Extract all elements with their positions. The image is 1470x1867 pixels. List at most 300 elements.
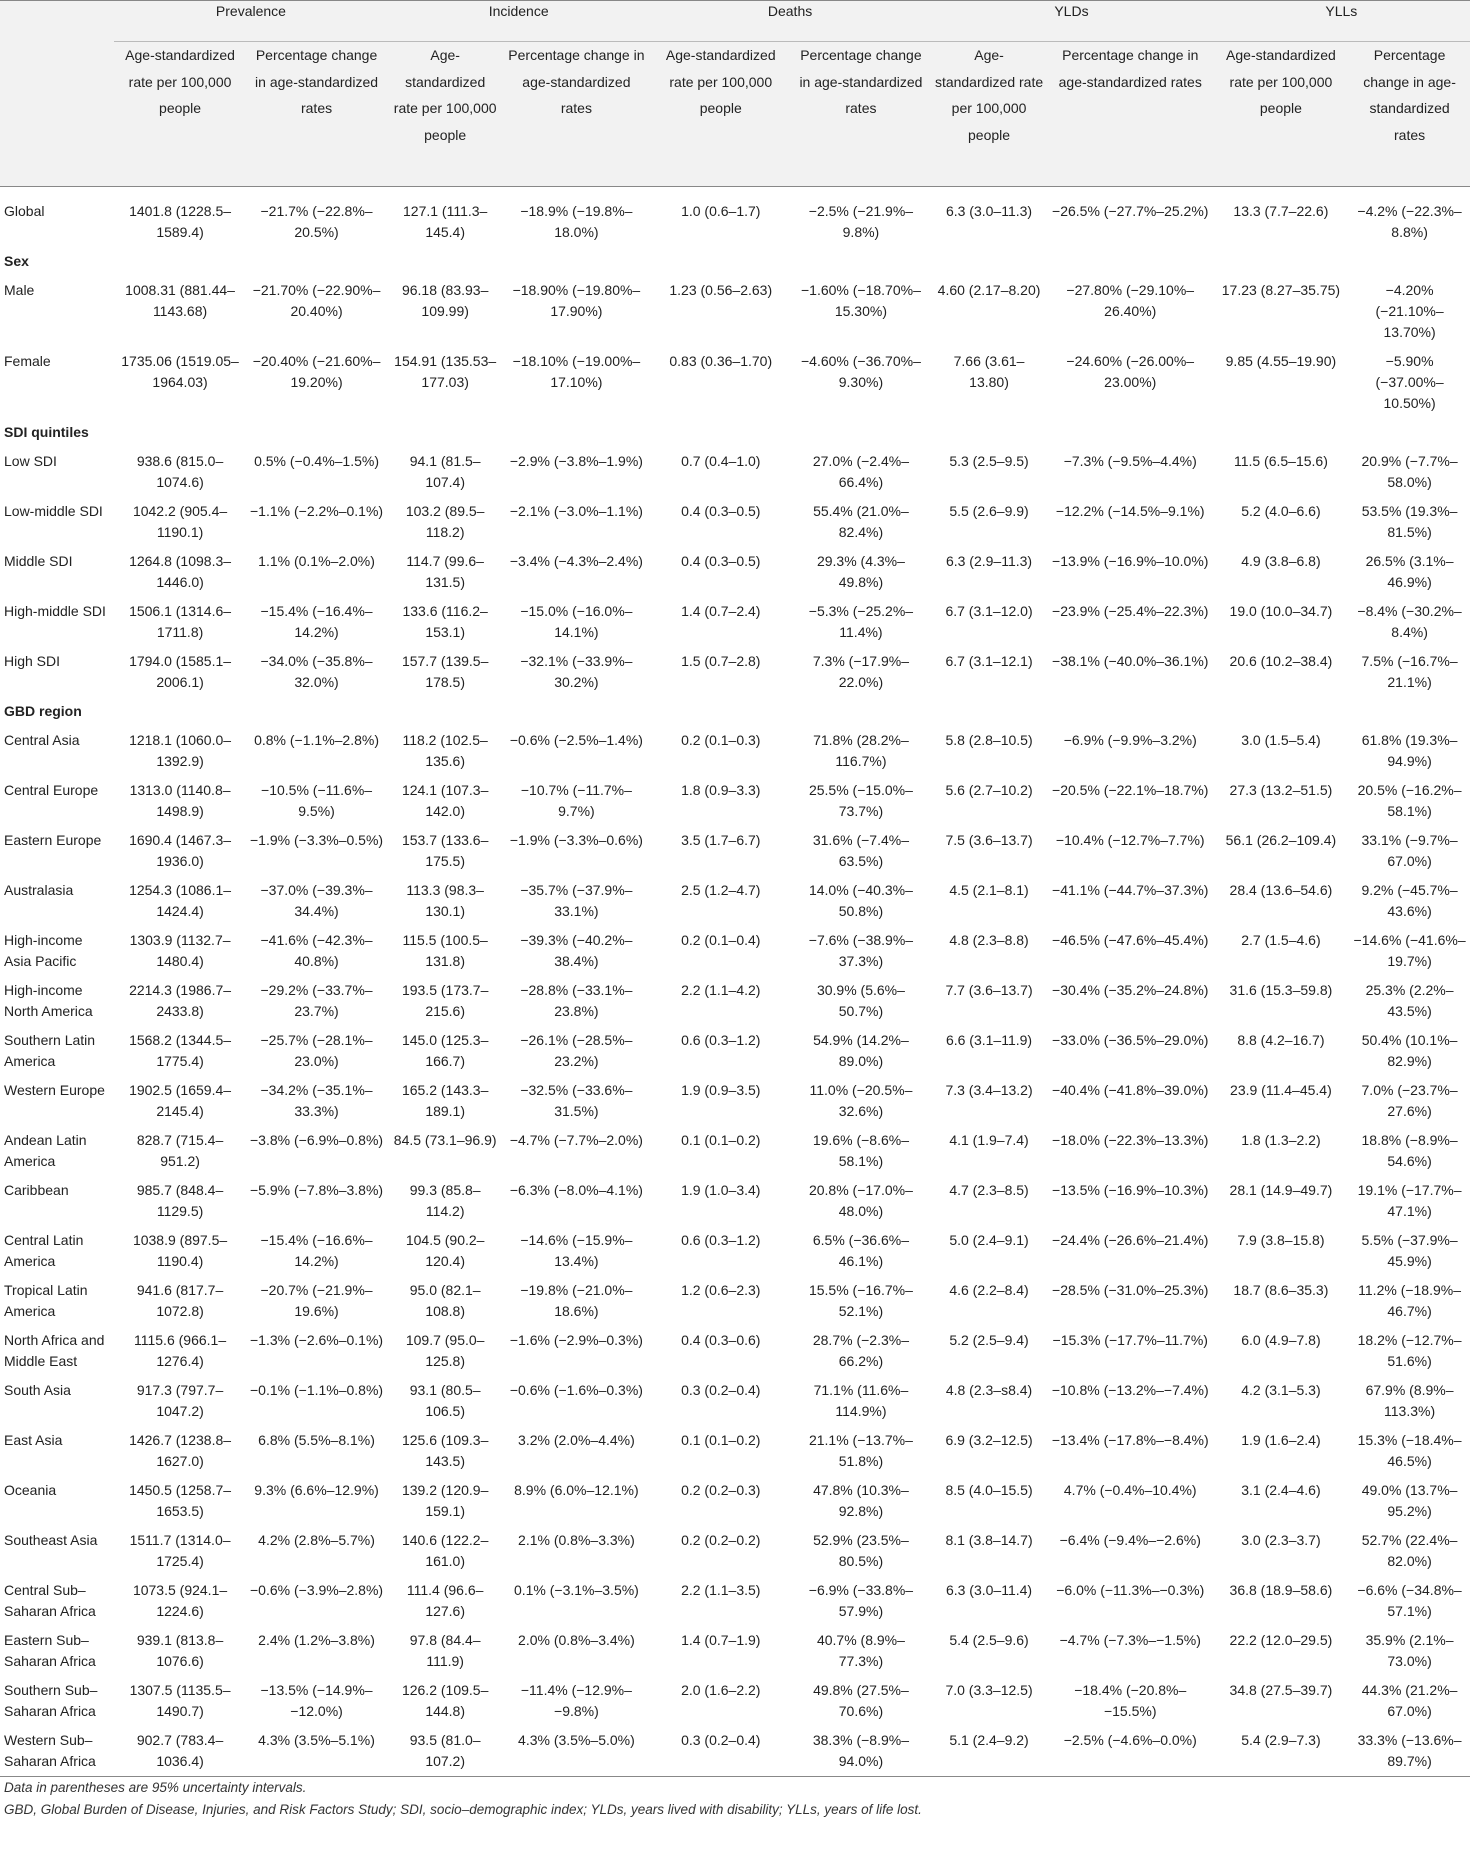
rate-cell: 139.2 (120.9–159.1) xyxy=(401,1482,489,1519)
row-label: Low-middle SDI xyxy=(4,503,103,519)
change-cell: −18.10% (−19.00%–17.10%) xyxy=(512,353,641,390)
change-cell: −5.9% (−7.8%–3.8%) xyxy=(250,1182,384,1198)
rate-cell: 939.1 (813.8–1076.6) xyxy=(136,1632,224,1669)
table-row xyxy=(0,1326,1470,1376)
rate-cell: 0.3 (0.2–0.4) xyxy=(681,1382,761,1398)
rate-cell: 133.6 (116.2–153.1) xyxy=(402,603,488,640)
rate-cell: 0.4 (0.3–0.5) xyxy=(681,553,761,569)
change-cell: −14.6% (−15.9%–13.4%) xyxy=(520,1232,633,1269)
change-cell: −6.3% (−8.0%–4.1%) xyxy=(509,1182,643,1198)
footnote-abbreviations: GBD, Global Burden of Disease, Injuries, and Risk Factors Study; SDI, socio–demographic index; YLDs, years lived with disability; YLLs, years of life lost. xyxy=(4,1802,922,1817)
change-cell: −20.5% (−22.1%–18.7%) xyxy=(1052,782,1209,798)
change-cell: 2.4% (1.2%–3.8%) xyxy=(258,1632,375,1648)
rate-cell: 140.6 (122.2–161.0) xyxy=(401,1532,489,1569)
table-row xyxy=(0,347,1470,418)
row-label: Eastern Europe xyxy=(4,832,102,848)
row-label: South Asia xyxy=(4,1382,71,1398)
change-cell: 11.0% (−20.5%–32.6%) xyxy=(809,1082,913,1119)
rate-cell: 0.3 (0.2–0.4) xyxy=(650,1726,792,1777)
change-cell: −10.4% (−12.7%–7.7%) xyxy=(1055,832,1205,848)
change-cell: −1.60% (−18.70%–15.30%) xyxy=(800,282,921,319)
rate-cell: 1.5 (0.7–2.8) xyxy=(681,653,761,669)
change-cell: 4.7% (−0.4%–10.4%) xyxy=(1063,1482,1197,1498)
rate-cell: 5.4 (2.9–7.3) xyxy=(1213,1726,1349,1777)
rate-cell: 1794.0 (1585.1–2006.1) xyxy=(129,653,232,690)
rate-cell: 0.83 (0.36–1.70) xyxy=(669,353,773,369)
rate-cell: 5.1 (2.4–9.2) xyxy=(930,1726,1048,1777)
rate-cell: 34.8 (27.5–39.7) xyxy=(1229,1682,1333,1698)
change-cell: 18.2% (−12.7%–51.6%) xyxy=(1357,1332,1462,1369)
rate-cell: 902.7 (783.4–1036.4) xyxy=(114,1726,245,1777)
change-cell: 19.6% (−8.6%–58.1%) xyxy=(812,1132,909,1169)
subheader-rate: Age-standardized rate per 100,000 people xyxy=(1213,42,1349,187)
change-cell: −14.6% (−41.6%–19.7%) xyxy=(1353,932,1466,969)
table-row xyxy=(0,726,1470,776)
rate-cell: 0.6 (0.3–1.2) xyxy=(681,1232,761,1248)
change-cell: 49.8% (27.5%–70.6%) xyxy=(813,1682,909,1719)
rate-cell: 1042.2 (905.4–1190.1) xyxy=(132,503,228,540)
rate-cell: 1218.1 (1060.0–1392.9) xyxy=(129,732,232,769)
rate-cell: 1690.4 (1467.3–1936.0) xyxy=(129,832,232,869)
change-cell: −27.80% (−29.10%–26.40%) xyxy=(1066,282,1195,319)
row-label: Oceania xyxy=(4,1482,57,1498)
change-cell: 6.8% (5.5%–8.1%) xyxy=(258,1432,375,1448)
rate-cell: 5.3 (2.5–9.5) xyxy=(949,453,1029,469)
change-cell: −34.2% (−35.1%–33.3%) xyxy=(260,1082,373,1119)
change-cell: −13.5% (−14.9%– −12.0%) xyxy=(260,1682,373,1719)
rate-cell: 193.5 (173.7–215.6) xyxy=(401,982,489,1019)
table-body xyxy=(0,187,1470,1777)
change-cell: 25.3% (2.2%–43.5%) xyxy=(1365,982,1454,1019)
rate-cell: 56.1 (26.2–109.4) xyxy=(1225,832,1337,848)
rate-cell: 99.3 (85.8–114.2) xyxy=(409,1182,481,1219)
change-cell: −26.5% (−27.7%–25.2%) xyxy=(1052,203,1209,219)
rate-cell: 7.5 (3.6–13.7) xyxy=(945,832,1033,848)
rate-cell: 95.0 (82.1–108.8) xyxy=(409,1282,481,1319)
table-row xyxy=(0,826,1470,876)
rate-cell: 84.5 (73.1–96.9) xyxy=(393,1132,497,1148)
table-row xyxy=(0,1626,1470,1676)
change-cell: 15.5% (−16.7%–52.1%) xyxy=(808,1282,913,1319)
row-label: Western Sub–Saharan Africa xyxy=(0,1726,114,1777)
row-label: Southern Sub–Saharan Africa xyxy=(4,1682,98,1719)
row-label: Central Sub–Saharan Africa xyxy=(4,1582,96,1619)
section-header-row xyxy=(0,697,1470,726)
rate-cell: 1.8 (1.3–2.2) xyxy=(1241,1132,1321,1148)
rate-cell: 5.6 (2.7–10.2) xyxy=(945,782,1033,798)
change-cell: 14.0% (−40.3%–50.8%) xyxy=(808,882,913,919)
change-cell: 35.9% (2.1%–73.0%) xyxy=(1365,1632,1454,1669)
rate-cell: 4.2 (3.1–5.3) xyxy=(1241,1382,1321,1398)
change-cell: 7.5% (−16.7%–21.1%) xyxy=(1361,653,1458,690)
row-label: North Africa and Middle East xyxy=(4,1332,105,1369)
rate-cell: 8.5 (4.0–15.5) xyxy=(945,1482,1033,1498)
table-row xyxy=(0,1576,1470,1626)
change-cell: 33.1% (−9.7%–67.0%) xyxy=(1361,832,1458,869)
rate-cell: 6.3 (3.0–11.3) xyxy=(945,203,1033,219)
change-cell: −41.6% (−42.3%–40.8%) xyxy=(260,932,373,969)
rate-cell: 22.2 (12.0–29.5) xyxy=(1229,1632,1333,1648)
rate-cell: 4.1 (1.9–7.4) xyxy=(949,1132,1029,1148)
table-row xyxy=(0,1226,1470,1276)
change-cell: 27.0% (−2.4%–66.4%) xyxy=(812,453,909,490)
subheader-rate: Age-standardized rate per 100,000 people xyxy=(114,42,245,187)
rate-cell: 0.4 (0.3–0.6) xyxy=(681,1332,761,1348)
change-cell: 4.3% (3.5%–5.1%) xyxy=(246,1726,388,1777)
change-cell: 29.3% (4.3%–49.8%) xyxy=(816,553,905,590)
row-label: High-income Asia Pacific xyxy=(4,932,83,969)
rate-cell: 104.5 (90.2–120.4) xyxy=(405,1232,485,1269)
rate-cell: 2.5 (1.2–4.7) xyxy=(681,882,761,898)
change-cell: −2.5% (−21.9%–9.8%) xyxy=(808,203,914,240)
rate-cell: 1735.06 (1519.05– 1964.03) xyxy=(121,353,239,390)
row-label: Global xyxy=(4,203,45,219)
rate-cell: 103.2 (89.5–118.2) xyxy=(405,503,485,540)
rate-cell: 93.1 (80.5–106.5) xyxy=(409,1382,481,1419)
change-cell: −6.9% (−33.8%–57.9%) xyxy=(808,1582,914,1619)
rate-cell: 0.6 (0.3–1.2) xyxy=(681,1032,761,1048)
table-row xyxy=(0,1076,1470,1126)
change-cell: −34.0% (−35.8%–32.0%) xyxy=(260,653,373,690)
subheader-rate: Age-standardized rate per 100,000 people xyxy=(650,42,792,187)
rate-cell: 94.1 (81.5–107.4) xyxy=(409,453,481,490)
change-cell: −13.5% (−16.9%–10.3%) xyxy=(1052,1182,1209,1198)
rate-cell: 1.4 (0.7–1.9) xyxy=(681,1632,761,1648)
subheader-change: Percentage change in age-standardized rates xyxy=(503,42,650,187)
rate-cell: 917.3 (797.7–1047.2) xyxy=(136,1382,224,1419)
rate-cell: 6.7 (3.1–12.1) xyxy=(945,653,1033,669)
change-cell: 28.7% (−2.3%–66.2%) xyxy=(812,1332,909,1369)
rate-cell: 126.2 (109.5–144.8) xyxy=(401,1682,489,1719)
row-label: East Asia xyxy=(4,1432,63,1448)
row-label: Male xyxy=(4,282,35,298)
table-row xyxy=(0,926,1470,976)
rate-cell: 11.5 (6.5–15.6) xyxy=(1233,453,1328,469)
subheader-change: Percentage change in age-standardized rates xyxy=(246,42,388,187)
change-cell: −1.1% (−2.2%–0.1%) xyxy=(250,503,384,519)
change-cell: 4.2% (2.8%–5.7%) xyxy=(258,1532,375,1548)
rate-cell: 1303.9 (1132.7–1480.4) xyxy=(129,932,231,969)
change-cell: −41.1% (−44.7%–37.3%) xyxy=(1052,882,1209,898)
table-row xyxy=(0,1026,1470,1076)
change-cell: 26.5% (3.1%–46.9%) xyxy=(1365,553,1454,590)
row-label: Caribbean xyxy=(4,1182,69,1198)
change-cell: 19.1% (−17.7%–47.1%) xyxy=(1357,1182,1462,1219)
change-cell: −18.4% (−20.8%– −15.5%) xyxy=(1074,1682,1187,1719)
change-cell: −4.60% (−36.70%–9.30%) xyxy=(800,353,921,390)
change-cell: −39.3% (−40.2%–38.4%) xyxy=(520,932,633,969)
rate-cell: 157.7 (139.5–178.5) xyxy=(401,653,489,690)
rate-cell: 6.7 (3.1–12.0) xyxy=(945,603,1033,619)
table-row xyxy=(0,1276,1470,1326)
corner-cell-sub xyxy=(0,42,114,187)
change-cell: 5.5% (−37.9%–45.9%) xyxy=(1361,1232,1458,1269)
change-cell: −29.2% (−33.7%–23.7%) xyxy=(260,982,373,1019)
rate-cell: 6.9 (3.2–12.5) xyxy=(945,1432,1033,1448)
rate-cell: 941.6 (817.7–1072.8) xyxy=(136,1282,224,1319)
rate-cell: 13.3 (7.7–22.6) xyxy=(1233,203,1329,219)
table-row xyxy=(0,1676,1470,1726)
row-label: Southeast Asia xyxy=(4,1532,98,1548)
change-cell: 0.1% (−3.1%–3.5%) xyxy=(513,1582,639,1598)
subheader-change: Percentage change in age-standardized rates xyxy=(1048,42,1213,187)
change-cell: −4.2% (−22.3%–8.8%) xyxy=(1357,203,1462,240)
table-row xyxy=(0,547,1470,597)
subheader-rate: Age-standardized rate per 100,000 people xyxy=(387,42,502,187)
rate-cell: 1568.2 (1344.5–1775.4) xyxy=(129,1032,232,1069)
change-cell: 21.1% (−13.7%–51.8%) xyxy=(808,1432,913,1469)
change-cell: −6.4% (−9.4%–−2.6%) xyxy=(1059,1532,1201,1548)
rate-cell: 1307.5 (1135.5–1490.7) xyxy=(129,1682,231,1719)
change-cell: −4.20% (−21.10%–13.70%) xyxy=(1375,282,1444,340)
change-cell: −6.9% (−9.9%–3.2%) xyxy=(1063,732,1197,748)
rate-cell: 985.7 (848.4–1129.5) xyxy=(136,1182,224,1219)
change-cell: −10.8% (−13.2%–−7.4%) xyxy=(1051,1382,1209,1398)
rate-cell: 111.4 (96.6–127.6) xyxy=(406,1582,484,1619)
change-cell: −32.1% (−33.9%–30.2%) xyxy=(520,653,633,690)
change-cell: −25.7% (−28.1%–23.0%) xyxy=(260,1032,373,1069)
change-cell: −1.6% (−2.9%–0.3%) xyxy=(509,1332,643,1348)
group-header-incidence: Incidence xyxy=(387,1,649,42)
change-cell: −1.9% (−3.3%–0.5%) xyxy=(250,832,384,848)
change-cell: 33.3% (−13.6%–89.7%) xyxy=(1349,1726,1470,1777)
change-cell: −38.1% (−40.0%–36.1%) xyxy=(1052,653,1209,669)
table-row xyxy=(0,447,1470,497)
change-cell: 20.9% (−7.7%–58.0%) xyxy=(1361,453,1458,490)
rate-cell: 4.8 (2.3–s8.4) xyxy=(945,1382,1033,1398)
change-cell: −32.5% (−33.6%–31.5%) xyxy=(520,1082,633,1119)
change-cell: 3.2% (2.0%–4.4%) xyxy=(518,1432,635,1448)
rate-cell: 1401.8 (1228.5–1589.4) xyxy=(129,203,232,240)
change-cell: −6.0% (−11.3%–−0.3%) xyxy=(1056,1582,1205,1598)
change-cell: 8.9% (6.0%–12.1%) xyxy=(514,1482,639,1498)
section-label: SDI quintiles xyxy=(4,424,89,440)
change-cell: −13.9% (−16.9%–10.0%) xyxy=(1052,553,1209,569)
rate-cell: 1.9 (1.0–3.4) xyxy=(681,1182,761,1198)
rate-cell: 7.66 (3.61–13.80) xyxy=(953,353,1025,390)
change-cell: −21.7% (−22.8%–20.5%) xyxy=(260,203,373,240)
change-cell: 30.9% (5.6%–50.7%) xyxy=(816,982,905,1019)
rate-cell: 153.7 (133.6–175.5) xyxy=(401,832,489,869)
change-cell: 49.0% (13.7%–95.2%) xyxy=(1361,1482,1458,1519)
rate-cell: 109.7 (95.0–125.8) xyxy=(405,1332,485,1369)
change-cell: −4.7% (−7.7%–2.0%) xyxy=(509,1132,643,1148)
rate-cell: 0.4 (0.3–0.5) xyxy=(681,503,761,519)
table-row xyxy=(0,187,1470,248)
change-cell: −3.8% (−6.9%–0.8%) xyxy=(250,1132,384,1148)
change-cell: −3.4% (−4.3%–2.4%) xyxy=(509,553,643,569)
rate-cell: 828.7 (715.4–951.2) xyxy=(136,1132,224,1169)
rate-cell: 3.5 (1.7–6.7) xyxy=(681,832,761,848)
change-cell: −40.4% (−41.8%–39.0%) xyxy=(1052,1082,1209,1098)
rate-cell: 18.7 (8.6–35.3) xyxy=(1233,1282,1329,1298)
rate-cell: 2.2 (1.1–3.5) xyxy=(681,1582,761,1598)
rate-cell: 7.7 (3.6–13.7) xyxy=(945,982,1033,998)
row-label: Female xyxy=(4,353,51,369)
rate-cell: 28.4 (13.6–54.6) xyxy=(1229,882,1333,898)
rate-cell: 1.23 (0.56–2.63) xyxy=(669,282,773,298)
table-row xyxy=(0,497,1470,547)
change-cell: 0.5% (−0.4%–1.5%) xyxy=(254,453,379,469)
change-cell: 6.5% (−36.6%–46.1%) xyxy=(812,1232,909,1269)
row-label: Low SDI xyxy=(4,453,57,469)
rate-cell: 0.2 (0.1–0.3) xyxy=(681,732,761,748)
change-cell: 52.9% (23.5%–80.5%) xyxy=(813,1532,909,1569)
rate-cell: 17.23 (8.27–35.75) xyxy=(1221,282,1341,298)
change-cell: −24.60% (−26.00%–23.00%) xyxy=(1066,353,1195,390)
change-cell: −20.7% (−21.9%–19.6%) xyxy=(260,1282,373,1319)
rate-cell: 1.2 (0.6–2.3) xyxy=(681,1282,761,1298)
rate-cell: 154.91 (135.53–177.03) xyxy=(394,353,497,390)
change-cell: −2.9% (−3.8%–1.9%) xyxy=(509,453,643,469)
change-cell: −2.1% (−3.0%–1.1%) xyxy=(509,503,643,519)
change-cell: −18.9% (−19.8%–18.0%) xyxy=(520,203,633,240)
change-cell: 53.5% (19.3%–81.5%) xyxy=(1361,503,1458,540)
rate-cell: 125.6 (109.3–143.5) xyxy=(401,1432,489,1469)
table-row xyxy=(0,647,1470,697)
row-label: Eastern Sub–Saharan Africa xyxy=(4,1632,96,1669)
change-cell: 11.2% (−18.9%–46.7%) xyxy=(1358,1282,1462,1319)
change-cell: −6.6% (−34.8%–57.1%) xyxy=(1357,1582,1462,1619)
rate-cell: 1115.6 (966.1–1276.4) xyxy=(133,1332,227,1369)
rate-cell: 1008.31 (881.44–1143.68) xyxy=(125,282,235,319)
rate-cell: 5.5 (2.6–9.9) xyxy=(949,503,1029,519)
change-cell: 38.3% (−8.9%–94.0%) xyxy=(792,1726,931,1777)
rate-cell: 6.3 (3.0–11.4) xyxy=(945,1582,1033,1598)
rate-cell: 0.2 (0.2–0.3) xyxy=(681,1482,761,1498)
rate-cell: 9.85 (4.55–19.90) xyxy=(1225,353,1337,369)
change-cell: −0.6% (−3.9%–2.8%) xyxy=(250,1582,384,1598)
group-header-row xyxy=(0,1,1470,42)
change-cell: 7.0% (−23.7%–27.6%) xyxy=(1361,1082,1458,1119)
rate-cell: 1506.1 (1314.6–1711.8) xyxy=(129,603,232,640)
change-cell: −11.4% (−12.9%–−9.8%) xyxy=(520,1682,632,1719)
change-cell: 54.9% (14.2%–89.0%) xyxy=(813,1032,909,1069)
change-cell: 47.8% (10.3%–92.8%) xyxy=(813,1482,909,1519)
rate-cell: 115.5 (100.5–131.8) xyxy=(402,932,488,969)
change-cell: −7.3% (−9.5%–4.4%) xyxy=(1063,453,1197,469)
rate-cell: 165.2 (143.3–189.1) xyxy=(401,1082,489,1119)
rate-cell: 118.2 (102.5–135.6) xyxy=(402,732,488,769)
change-cell: −33.0% (−36.5%–29.0%) xyxy=(1052,1032,1209,1048)
rate-cell: 1511.7 (1314.0–1725.4) xyxy=(129,1532,231,1569)
section-header-row xyxy=(0,247,1470,276)
table-row xyxy=(0,1376,1470,1426)
change-cell: 18.8% (−8.9%–54.6%) xyxy=(1361,1132,1458,1169)
change-cell: 0.8% (−1.1%–2.8%) xyxy=(254,732,379,748)
change-cell: −0.6% (−1.6%–0.3%) xyxy=(509,1382,643,1398)
subheader-rate: Age-standardized rate per 100,000 people xyxy=(930,42,1048,187)
row-label: Andean Latin America xyxy=(4,1132,87,1169)
change-cell: −15.0% (−16.0%–14.1%) xyxy=(520,603,633,640)
group-header-prevalence: Prevalence xyxy=(114,1,387,42)
subheader-change: Percentage change in age-standardized rates xyxy=(792,42,931,187)
table-row xyxy=(0,1126,1470,1176)
change-cell: −5.3% (−25.2%–11.4%) xyxy=(808,603,914,640)
rate-cell: 1902.5 (1659.4–2145.4) xyxy=(129,1082,232,1119)
table-row xyxy=(0,976,1470,1026)
table-row xyxy=(0,597,1470,647)
rate-cell: 124.1 (107.3–142.0) xyxy=(401,782,489,819)
rate-cell: 5.0 (2.4–9.1) xyxy=(949,1232,1029,1248)
rate-cell: 4.60 (2.17–8.20) xyxy=(937,282,1041,298)
change-cell: −7.6% (−38.9%–37.3%) xyxy=(808,932,914,969)
rate-cell: 4.8 (2.3–8.8) xyxy=(949,932,1029,948)
change-cell: 40.7% (8.9%–77.3%) xyxy=(816,1632,905,1669)
rate-cell: 145.0 (125.3–166.7) xyxy=(401,1032,489,1069)
rate-cell: 8.8 (4.2–16.7) xyxy=(1237,1032,1325,1048)
row-label: High-income North America xyxy=(4,982,93,1019)
change-cell: −13.4% (−17.8%–−8.4%) xyxy=(1051,1432,1209,1448)
rate-cell: 5.8 (2.8–10.5) xyxy=(945,732,1033,748)
rate-cell: 36.8 (18.9–58.6) xyxy=(1229,1582,1333,1598)
rate-cell: 127.1 (111.3–145.4) xyxy=(403,203,488,240)
group-header-deaths: Deaths xyxy=(650,1,930,42)
table-row xyxy=(0,876,1470,926)
change-cell: −0.6% (−2.5%–1.4%) xyxy=(509,732,643,748)
rate-cell: 31.6 (15.3–59.8) xyxy=(1229,982,1333,998)
rate-cell: 97.8 (84.4–111.9) xyxy=(409,1632,481,1669)
table-row xyxy=(0,276,1470,347)
rate-cell: 0.7 (0.4–1.0) xyxy=(681,453,761,469)
row-label: Central Latin America xyxy=(4,1232,84,1269)
rate-cell: 5.4 (2.5–9.6) xyxy=(949,1632,1029,1648)
group-header-ylls: YLLs xyxy=(1213,1,1470,42)
rate-cell: 93.5 (81.0–107.2) xyxy=(387,1726,502,1777)
rate-cell: 4.7 (2.3–8.5) xyxy=(949,1182,1029,1198)
change-cell: 50.4% (10.1%–82.9%) xyxy=(1361,1032,1458,1069)
change-cell: −24.4% (−26.6%–21.4%) xyxy=(1052,1232,1209,1248)
change-cell: −2.5% (−4.6%–0.0%) xyxy=(1048,1726,1213,1777)
row-label: Central Europe xyxy=(4,782,99,798)
change-cell: −37.0% (−39.3%–34.4%) xyxy=(260,882,373,919)
rate-cell: 1.8 (0.9–3.3) xyxy=(681,782,761,798)
change-cell: −10.5% (−11.6%–9.5%) xyxy=(261,782,373,819)
rate-cell: 0.1 (0.1–0.2) xyxy=(681,1432,761,1448)
change-cell: 67.9% (8.9%–113.3%) xyxy=(1365,1382,1454,1419)
change-cell: 9.3% (6.6%–12.9%) xyxy=(254,1482,379,1498)
change-cell: −0.1% (−1.1%–0.8%) xyxy=(250,1382,384,1398)
change-cell: −10.7% (−11.7%–9.7%) xyxy=(520,782,632,819)
row-label: Western Europe xyxy=(4,1082,105,1098)
rate-cell: 27.3 (13.2–51.5) xyxy=(1229,782,1333,798)
rate-cell: 1450.5 (1258.7–1653.5) xyxy=(129,1482,232,1519)
change-cell: −1.3% (−2.6%–0.1%) xyxy=(250,1332,384,1348)
change-cell: 31.6% (−7.4%–63.5%) xyxy=(812,832,909,869)
change-cell: 71.8% (28.2%–116.7%) xyxy=(813,732,909,769)
row-label: High SDI xyxy=(4,653,61,669)
rate-cell: 28.1 (14.9–49.7) xyxy=(1229,1182,1333,1198)
rate-cell: 1426.7 (1238.8–1627.0) xyxy=(129,1432,232,1469)
rate-cell: 1264.8 (1098.3–1446.0) xyxy=(129,553,232,590)
rate-cell: 1.9 (1.6–2.4) xyxy=(1241,1432,1321,1448)
rate-cell: 0.1 (0.1–0.2) xyxy=(681,1132,761,1148)
rate-cell: 938.6 (815.0–1074.6) xyxy=(136,453,224,490)
sub-header-row xyxy=(0,42,1470,187)
change-cell: 20.8% (−17.0%–48.0%) xyxy=(808,1182,913,1219)
change-cell: 52.7% (22.4%–82.0%) xyxy=(1361,1532,1458,1569)
rate-cell: 2214.3 (1986.7–2433.8) xyxy=(129,982,232,1019)
change-cell: −30.4% (−35.2%–24.8%) xyxy=(1052,982,1209,998)
change-cell: 2.1% (0.8%–3.3%) xyxy=(518,1532,635,1548)
rate-cell: 1.4 (0.7–2.4) xyxy=(681,603,761,619)
change-cell: 7.3% (−17.9%–22.0%) xyxy=(812,653,909,690)
rate-cell: 96.18 (83.93–109.99) xyxy=(401,282,489,319)
row-label: Central Asia xyxy=(4,732,80,748)
change-cell: −46.5% (−47.6%–45.4%) xyxy=(1052,932,1209,948)
rate-cell: 6.6 (3.1–11.9) xyxy=(945,1032,1033,1048)
change-cell: 44.3% (21.2%–67.0%) xyxy=(1361,1682,1458,1719)
